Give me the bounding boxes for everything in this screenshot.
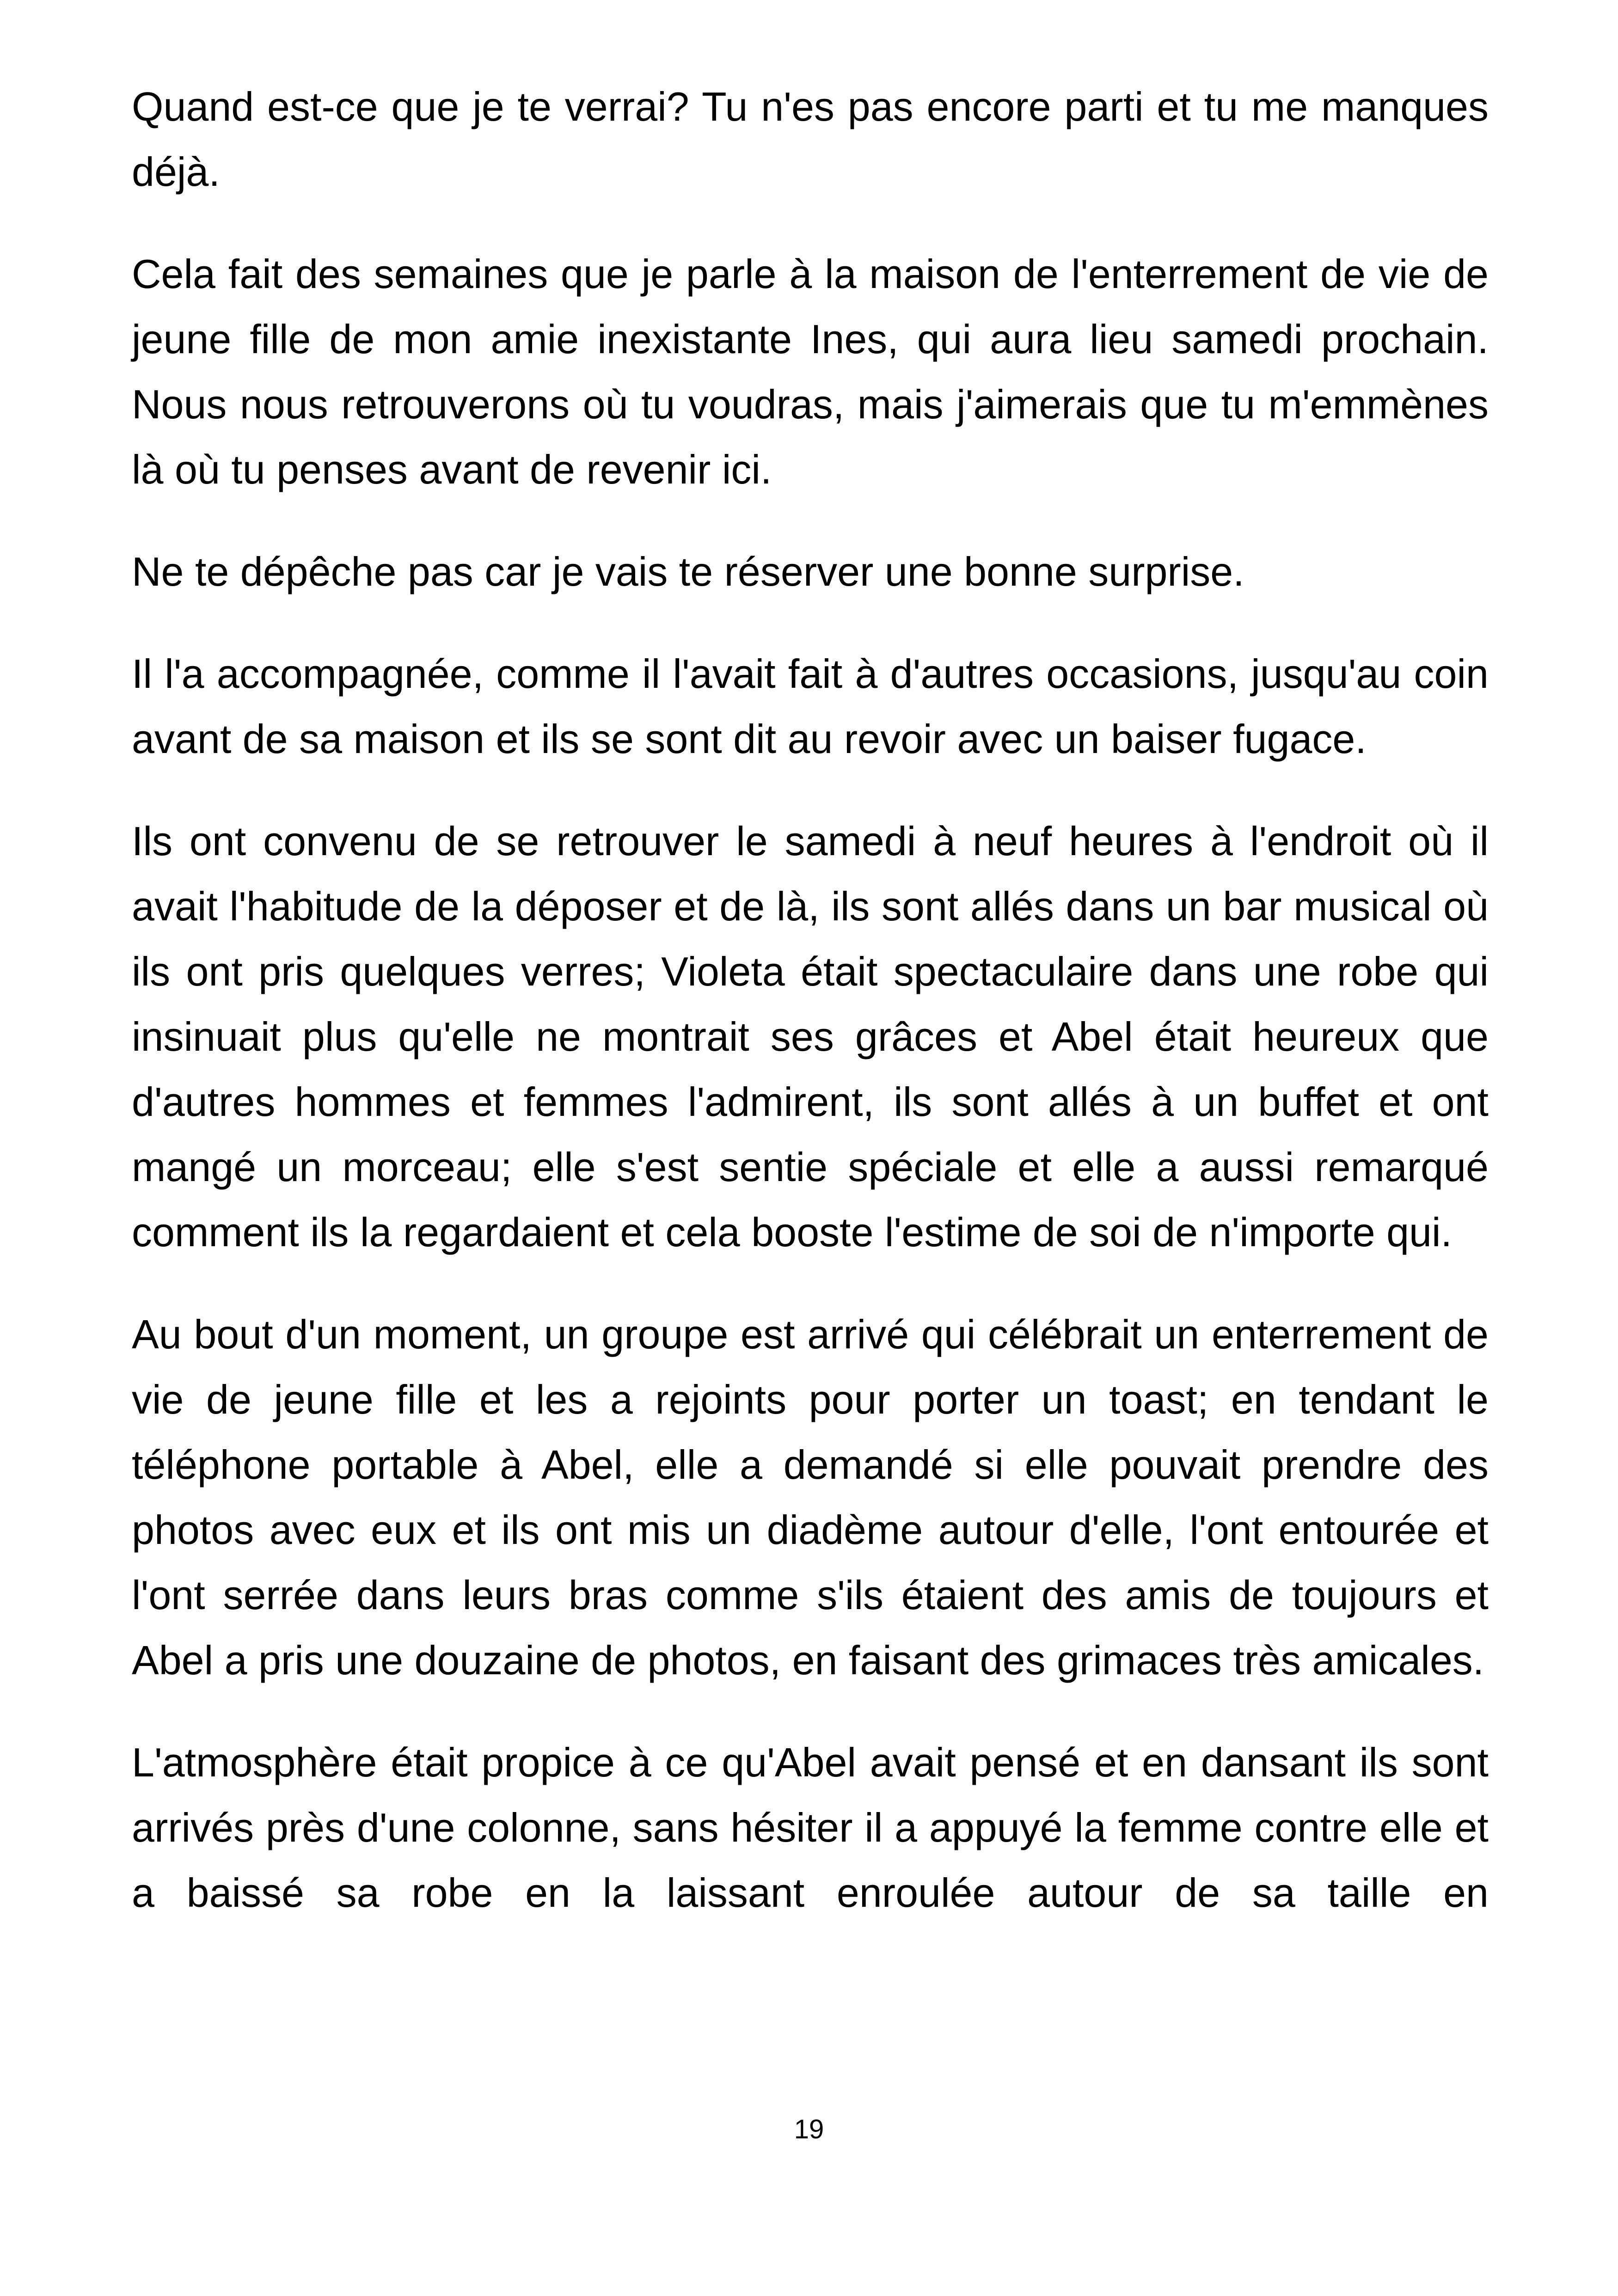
- paragraph-1: Quand est-ce que je te verrai? Tu n'es pas encore parti et tu me manques déjà.: [132, 84, 1489, 195]
- page-number: 19: [794, 2114, 824, 2144]
- paragraph-5: Ils ont convenu de se retrouver le samedi à neuf heures à l'endroit où il avait l'habitude de la déposer et de là, ils sont allés dans un bar musical où ils ont pris quelques verres; Violeta était spectaculaire dans une robe qui insinuait plus qu'elle ne montrait ses grâces et Abel était heureux que d'autres hommes et femmes l'admirent, ils sont allés à un buffet et ont mangé un morceau; elle s'est sentie spéciale et elle a aussi remarqué comment ils la regardaient et cela booste l'estime de soi de n'importe qui.: [132, 818, 1489, 1255]
- paragraph-2: Cela fait des semaines que je parle à la maison de l'enterrement de vie de jeune fille de mon amie inexistante Ines, qui aura lieu samedi prochain. Nous nous retrouverons où tu voudras, mais j'aimerais que tu m'emmènes là où tu penses avant de revenir ici.: [132, 251, 1489, 492]
- body-text: [132, 74, 1489, 1962]
- paragraph-3: Ne te dépêche pas car je vais te réserver une bonne surprise.: [132, 549, 1244, 594]
- paragraph-4: Il l'a accompagnée, comme il l'avait fait à d'autres occasions, jusqu'au coin avant de sa maison et ils se sont dit au revoir avec un baiser fugace.: [132, 651, 1489, 762]
- paragraph-7: L'atmosphère était propice à ce qu'Abel avait pensé et en dansant ils sont arrivés près d'une colonne, sans hésiter il a appuyé la femme contre elle et a baissé sa robe en la laissant enroulée autour de sa taille en: [132, 1739, 1489, 1916]
- paragraph-6: Au bout d'un moment, un groupe est arrivé qui célébrait un enterrement de vie de jeune fille et les a rejoints pour porter un toast; en tendant le téléphone portable à Abel, elle a demandé si elle pouvait prendre des photos avec eux et ils ont mis un diadème autour d'elle, l'ont entourée et l'ont serrée dans leurs bras comme s'ils étaient des amis de toujours et Abel a pris une douzaine de photos, en faisant des grimaces très amicales.: [132, 1311, 1489, 1683]
